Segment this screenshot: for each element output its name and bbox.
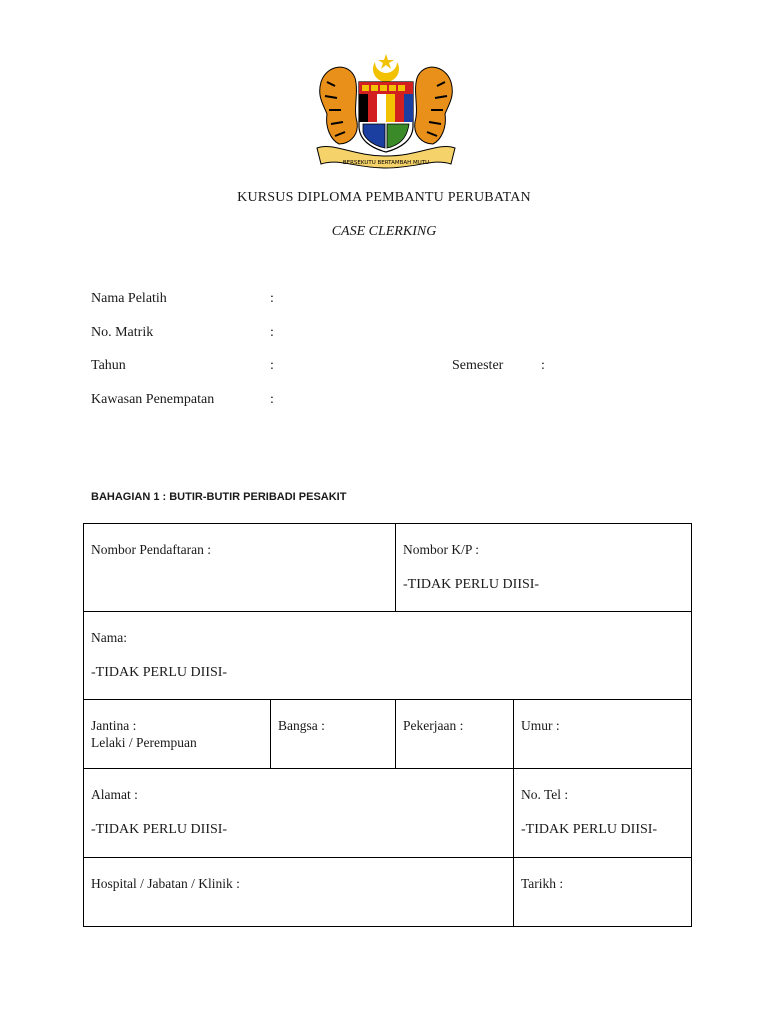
name-cell [84,612,692,700]
colon-separator: : [270,291,274,306]
date-label: Tarikh : [521,876,564,891]
phone-cell [514,769,692,858]
occupation-cell [396,700,514,769]
document-subtitle: CASE CLERKING [331,224,437,239]
registration-no-label: Nombor Pendaftaran : [91,542,211,557]
section-1-heading: BAHAGIAN 1 : BUTIR-BUTIR PERIBADI PESAKIT [91,491,347,503]
patient-details-table [83,523,692,927]
placement-area-label: Kawasan Penempatan [91,392,215,407]
ic-no-value: -TIDAK PERLU DIISI- [403,577,540,592]
colon-separator: : [270,358,274,373]
ic-no-label: Nombor K/P : [403,542,480,557]
race-cell [271,700,396,769]
address-value: -TIDAK PERLU DIISI- [91,822,228,837]
semester-label: Semester [452,358,504,373]
name-value: -TIDAK PERLU DIISI- [91,665,228,680]
ic-no-cell [396,524,692,612]
year-label: Tahun [91,358,126,373]
date-cell [514,858,692,927]
hospital-cell [84,858,514,927]
svg-text:BERSEKUTU BERTAMBAH MUTU: BERSEKUTU BERTAMBAH MUTU [342,160,430,166]
gender-cell [84,700,271,769]
occupation-label: Pekerjaan : [403,718,464,733]
course-title: KURSUS DIPLOMA PEMBANTU PERUBATAN [237,190,531,205]
matric-no-label: No. Matrik [91,325,154,340]
age-label: Umur : [521,718,560,733]
phone-label: No. Tel : [521,787,569,802]
gender-options: Lelaki / Perempuan [91,735,197,750]
phone-value: -TIDAK PERLU DIISI- [521,822,658,837]
race-label: Bangsa : [278,718,325,733]
age-cell [514,700,692,769]
registration-no-cell [84,524,396,612]
colon-separator: : [270,325,274,340]
colon-separator: : [541,358,545,373]
hospital-label: Hospital / Jabatan / Klinik : [91,876,240,891]
name-label: Nama: [91,630,127,645]
malaysia-coat-of-arms-icon [313,52,459,170]
trainee-name-label: Nama Pelatih [91,291,167,306]
gender-label: Jantina : [91,718,137,733]
address-label: Alamat : [91,787,138,802]
address-cell [84,769,514,858]
colon-separator: : [270,392,274,407]
